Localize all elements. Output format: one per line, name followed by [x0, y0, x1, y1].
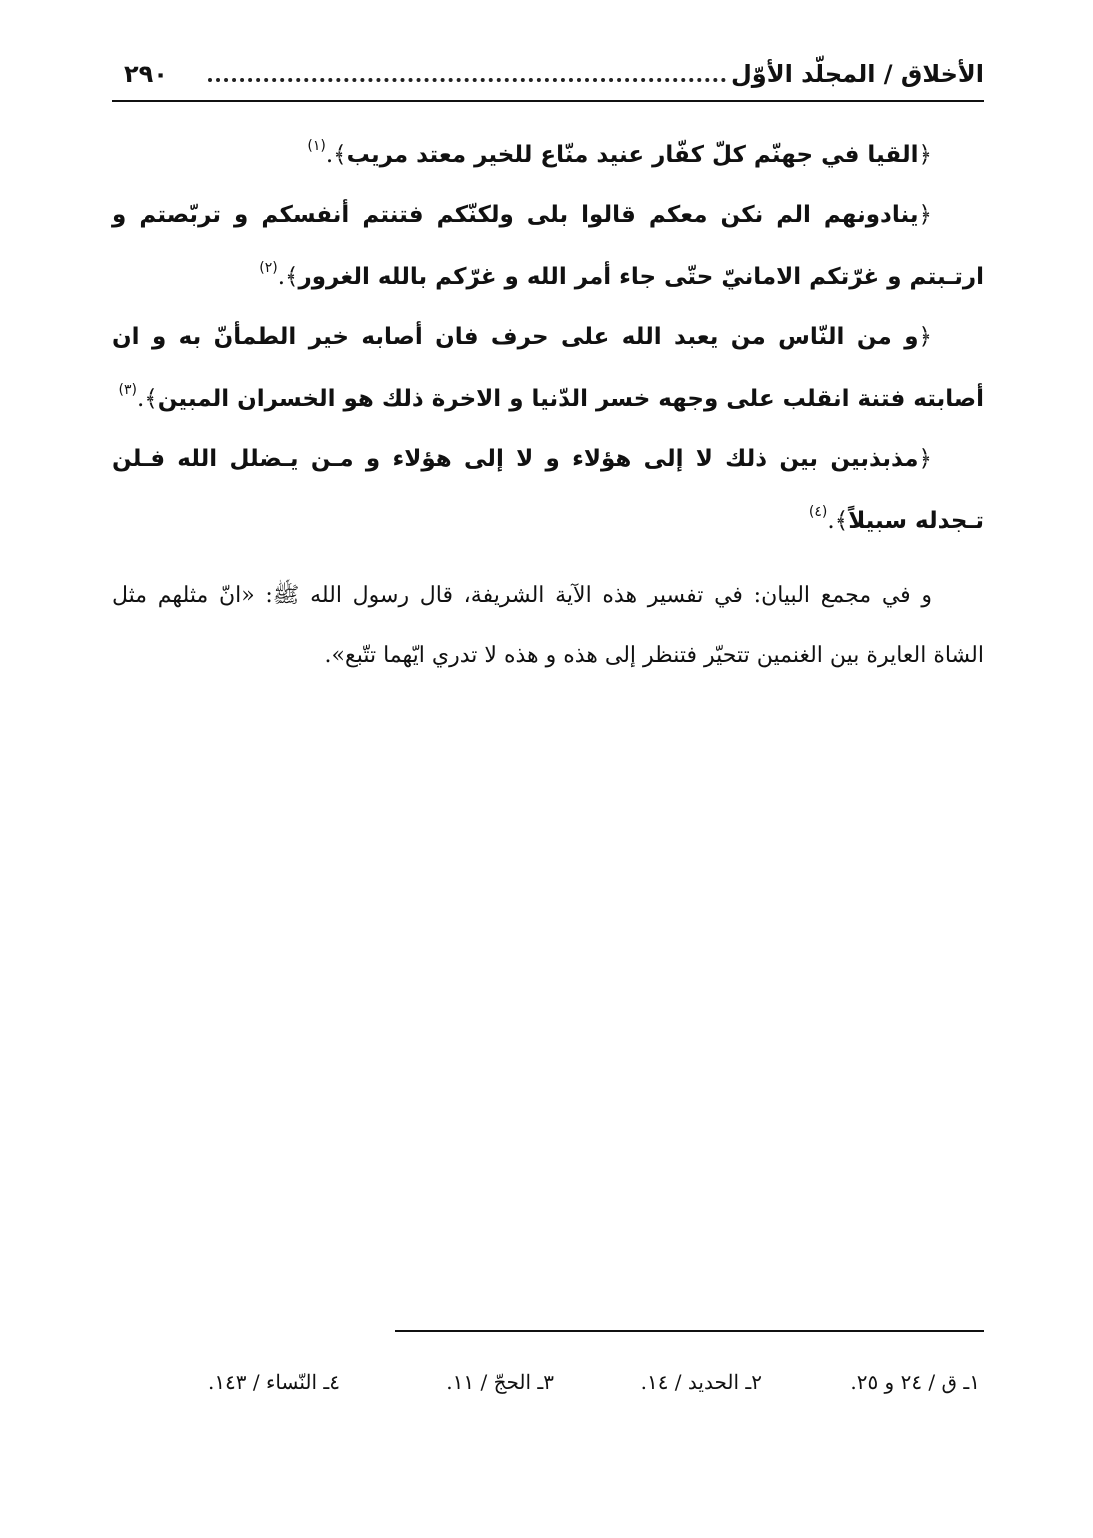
footnote-1: ١ـ ق / ٢٤ و ٢٥.	[850, 1370, 980, 1394]
header-leader-dots	[208, 78, 726, 82]
quran-verse-2	[112, 184, 984, 308]
footnote-separator	[395, 1330, 984, 1332]
footnote-3: ٣ـ الحجّ / ١١.	[446, 1370, 554, 1394]
verse-close-bracket: ﴾.	[325, 142, 347, 168]
verse-text: و من النّاس من يعبد الله على حرف فان أصابه خير الطمأنّ به و ان أصابته فتنة انقلب على وجهه خسر الدّنيا و الاخرة ذلك هو الخسران المبين	[112, 324, 984, 412]
verse-open-bracket: ﴿	[918, 446, 932, 472]
footnotes	[160, 1352, 990, 1412]
footnote-ref: (٣)	[118, 382, 137, 398]
verse-open-bracket: ﴿	[918, 142, 932, 168]
verse-text: ينادونهم الم نكن معكم قالوا بلى ولكنّكم فتنتم أنفسكم و تربّصتم و ارتـبتم و غرّتكم الامانيّ حتّى جاء أمر الله و غرّكم بالله الغرور	[112, 202, 984, 290]
footnote-ref: (٤)	[808, 504, 828, 520]
verse-open-bracket: ﴿	[918, 202, 932, 228]
verse-text: القيا في جهنّم كلّ كفّار عنيد منّاع للخير معتد مريب	[346, 142, 919, 168]
footnote-ref: (١)	[307, 138, 326, 154]
footnote-4: ٤ـ النّساء / ١٤٣.	[207, 1370, 340, 1394]
verse-close-bracket: ﴾.	[827, 508, 849, 534]
running-header	[112, 54, 984, 98]
verse-close-bracket: ﴾.	[136, 386, 158, 412]
verse-open-bracket: ﴿	[918, 324, 932, 350]
quran-verse-4	[112, 428, 984, 552]
footnote-ref: (٢)	[259, 260, 278, 276]
header-title: الأخلاق / المجلّد الأوّل	[730, 60, 984, 88]
verse-text: مذبذبين بين ذلك لا إلى هؤلاء و لا إلى هؤلاء و مـن يـضلل الله فـلن تـجدله سبيلاً	[112, 446, 984, 534]
quran-verse-3	[112, 306, 984, 430]
main-content	[112, 124, 984, 686]
footnote-2: ٢ـ الحديد / ١٤.	[640, 1370, 762, 1394]
header-rule	[112, 100, 984, 102]
quran-verse-1	[112, 124, 984, 186]
verse-close-bracket: ﴾.	[277, 264, 299, 290]
page-number: ٢٩٠	[124, 60, 168, 88]
commentary-paragraph: و في مجمع البيان: في تفسير هذه الآية الشريفة، قال رسول الله ﷺ: «انّ مثلهم مثل الشاة العايرة بين الغنمين تتحيّر فتنظر إلى هذه و هذه لا تدري ايّهما تتّبع».	[112, 583, 984, 668]
